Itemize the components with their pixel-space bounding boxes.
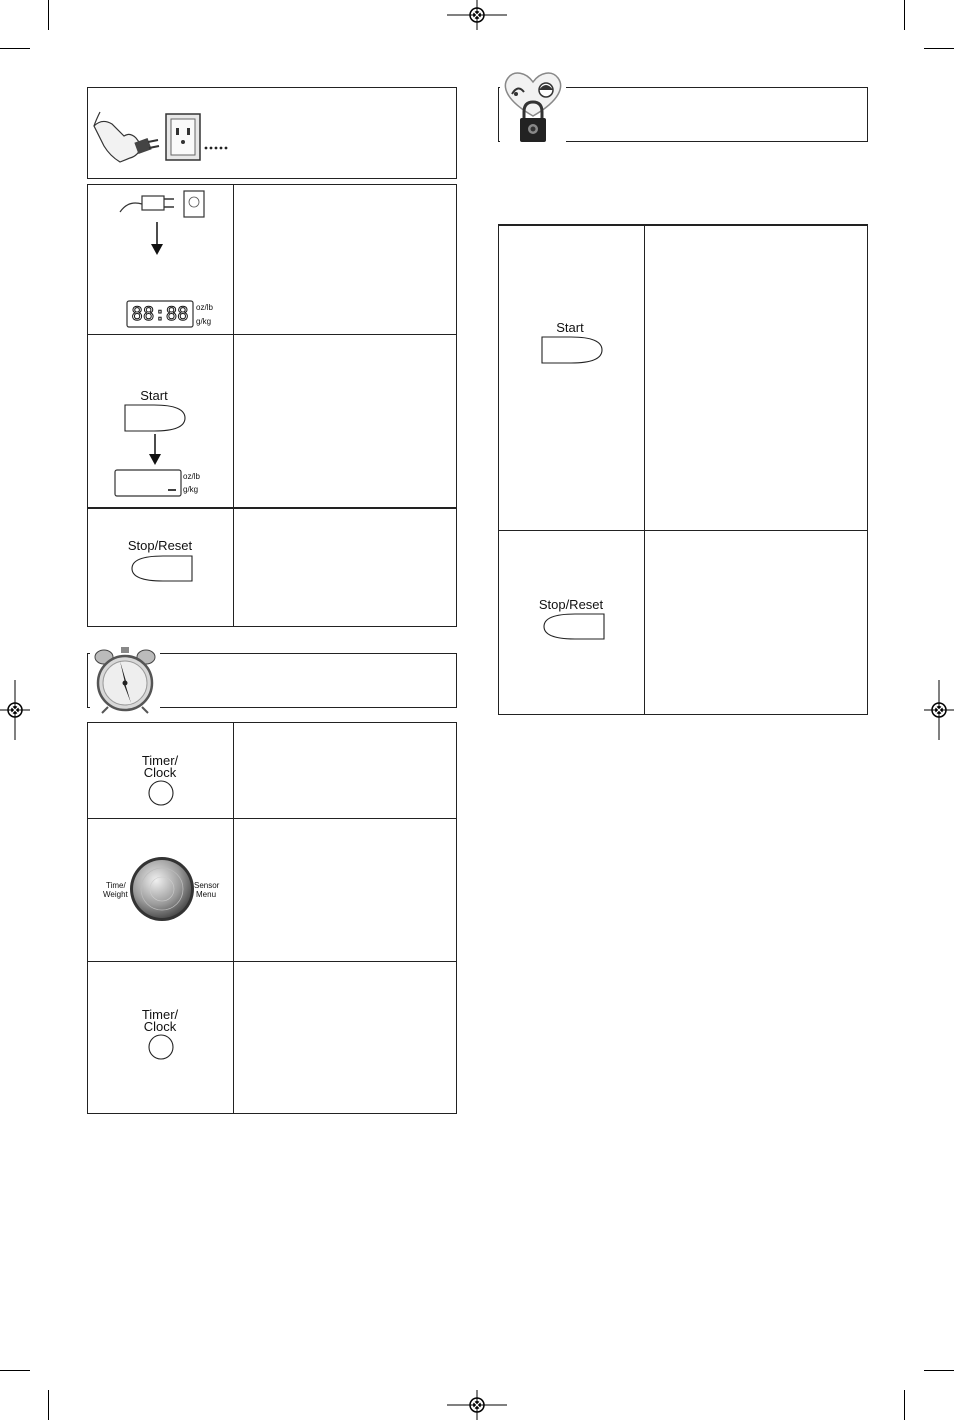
start-button[interactable] [124, 404, 186, 432]
start-button-label: Start [556, 320, 584, 335]
hand-plugging-icon [92, 106, 237, 168]
start-button[interactable] [541, 336, 603, 364]
unit-oz-lb-label: oz/lb [183, 472, 200, 481]
start-button-label: Start [140, 388, 168, 403]
clock-digits: 88:88 [131, 303, 189, 325]
timer-clock-button[interactable] [147, 780, 175, 806]
lock-step-1-image-cell [498, 224, 645, 531]
timer-step-1-text-cell [233, 722, 457, 819]
stop-reset-button[interactable] [543, 613, 605, 640]
lock-step-2-text-cell [644, 530, 868, 715]
arrow-down-icon [148, 434, 162, 466]
lock-step-1-text-cell [644, 224, 868, 531]
registration-mark-right-icon [924, 680, 954, 740]
plug-cord-icon [118, 190, 208, 220]
alarm-clock-icon [90, 645, 160, 715]
timer-clock-label-line1: Timer/ [141, 1007, 179, 1022]
stop-reset-button-label: Stop/Reset [538, 597, 604, 612]
timer-step-3-text-cell [233, 961, 457, 1114]
dial-right-label-line1: Sensor [194, 881, 220, 890]
dial-knob-icon[interactable] [129, 856, 195, 922]
dial-left-label-line2: Weight [103, 890, 128, 899]
timer-clock-button[interactable] [147, 1034, 175, 1060]
arrow-down-icon [150, 222, 164, 256]
blank-display-icon [114, 469, 182, 497]
step-stop-text-cell [233, 507, 457, 627]
timer-clock-label-line2: Clock [143, 1019, 177, 1034]
timer-step-2-text-cell [233, 818, 457, 962]
registration-mark-bottom-icon [447, 1390, 507, 1420]
unit-oz-lb-label: oz/lb [196, 303, 213, 312]
child-lock-icon [500, 66, 566, 158]
dial-left-label-line1: Time/ [106, 881, 126, 890]
timer-clock-label-line2: Clock [143, 765, 177, 780]
step-plug-in-text-cell [233, 184, 457, 335]
registration-mark-top-icon [447, 0, 507, 30]
unit-g-kg-label: g/kg [183, 485, 199, 494]
registration-mark-left-icon [0, 680, 30, 740]
power-on-header [87, 87, 457, 179]
dial-right-label-line2: Menu [196, 890, 217, 899]
timer-clock-label-line1: Timer/ [141, 753, 179, 768]
unit-g-kg-label: g/kg [196, 317, 212, 326]
stop-reset-button[interactable] [131, 555, 193, 582]
stop-reset-button-label: Stop/Reset [127, 538, 193, 553]
step-start-text-cell [233, 334, 457, 508]
